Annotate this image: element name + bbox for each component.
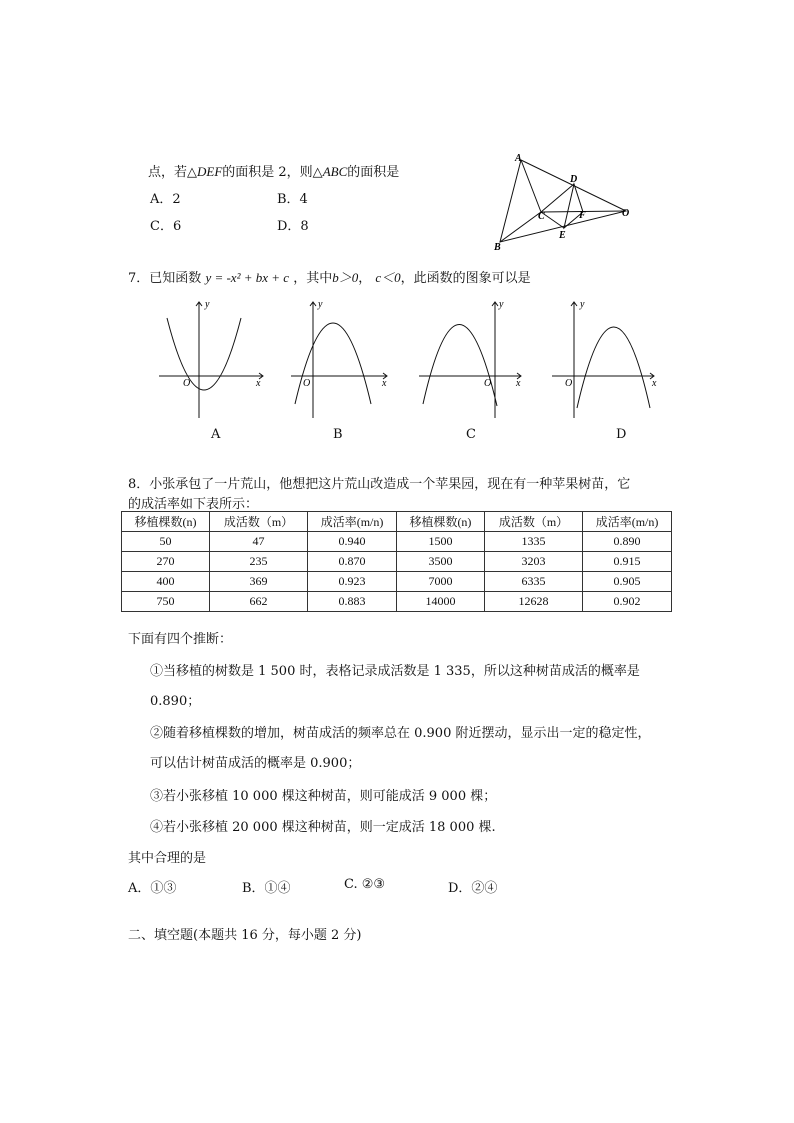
col-header: 成活率(m/n) bbox=[583, 512, 672, 532]
q6-stem: 点，若△DEF的面积是 2，则△ABC的面积是 bbox=[148, 164, 400, 180]
q8-option-a: A．①③ bbox=[128, 881, 177, 896]
graph-c-label: C bbox=[466, 427, 476, 442]
label-o: O bbox=[622, 208, 630, 219]
table-header-row bbox=[122, 512, 672, 532]
label-b: B bbox=[494, 242, 501, 253]
statement-1-line1: ①当移植的树数是 1 500 时，表格记录成活数是 1 335，所以这种树苗成活的概率是 bbox=[150, 664, 640, 679]
svg-text:y: y bbox=[318, 299, 323, 310]
svg-text:x: x bbox=[652, 378, 657, 389]
q8-ask: 其中合理的是 bbox=[128, 851, 207, 866]
q8-lead: 下面有四个推断： bbox=[128, 632, 233, 647]
q8-intro-line1: 8．小张承包了一片荒山，他想把这片荒山改造成一个苹果园，现在有一种苹果树苗，它 bbox=[128, 477, 631, 492]
svg-text:x: x bbox=[256, 378, 261, 389]
svg-text:y: y bbox=[499, 299, 504, 310]
svg-text:x: x bbox=[516, 378, 521, 389]
triangle-figure bbox=[490, 150, 640, 255]
table-row: 400 369 0.923 7000 6335 0.905 bbox=[122, 572, 672, 592]
statement-3: ③若小张移植 10 000 棵这种树苗，则可能成活 9 000 棵； bbox=[150, 789, 497, 804]
svg-text:y: y bbox=[205, 299, 210, 310]
svg-text:x: x bbox=[382, 378, 387, 389]
q6-option-c: C．6 bbox=[150, 219, 182, 234]
q8-intro-line2: 的成活率如下表所示： bbox=[128, 497, 259, 512]
q6-option-a: A．2 bbox=[150, 192, 181, 207]
graph-c bbox=[415, 296, 533, 421]
graph-d-label: D bbox=[616, 427, 627, 442]
label-f: F bbox=[579, 210, 586, 221]
statement-4: ④若小张移植 20 000 棵这种树苗，则一定成活 18 000 棵. bbox=[150, 820, 496, 835]
svg-text:O: O bbox=[484, 378, 492, 389]
table-row: 50 47 0.940 1500 1335 0.890 bbox=[122, 532, 672, 552]
graph-d bbox=[548, 296, 666, 421]
q8-option-b: B．①④ bbox=[242, 881, 291, 896]
col-header: 成活数（m） bbox=[209, 512, 307, 532]
statement-1-line2: 0.890； bbox=[150, 694, 201, 709]
svg-text:O: O bbox=[303, 378, 311, 389]
table-row: 750 662 0.883 14000 12628 0.902 bbox=[122, 592, 672, 612]
col-header: 移植棵数(n) bbox=[396, 512, 484, 532]
svg-text:O: O bbox=[565, 378, 573, 389]
svg-text:O: O bbox=[183, 378, 191, 389]
label-a: A bbox=[515, 153, 522, 164]
graph-b-label: B bbox=[333, 427, 343, 442]
col-header: 移植棵数(n) bbox=[122, 512, 210, 532]
graph-b bbox=[287, 296, 405, 421]
label-e: E bbox=[559, 230, 566, 241]
q8-option-d: D．②④ bbox=[448, 881, 498, 896]
q7-stem: 7．已知函数 y = -x² + bx + c ，其中b＞0， c＜0，此函数的图象可以是 bbox=[128, 270, 531, 286]
col-header: 成活数（m） bbox=[484, 512, 582, 532]
graph-a-label: A bbox=[211, 427, 221, 442]
svg-text:y: y bbox=[580, 299, 585, 310]
graph-a bbox=[155, 296, 273, 421]
q6-option-d: D．8 bbox=[277, 219, 309, 234]
statement-2-line2: 可以估计树苗成活的概率是 0.900； bbox=[150, 756, 361, 771]
statement-2-line1: ②随着移植棵数的增加，树苗成活的频率总在 0.900 附近摆动，显示出一定的稳定性， bbox=[150, 726, 651, 741]
q6-option-b: B．4 bbox=[277, 192, 308, 207]
q8-option-c: C. ②③ bbox=[344, 877, 386, 892]
label-c: C bbox=[538, 211, 545, 222]
survival-rate-table bbox=[121, 511, 672, 612]
label-d: D bbox=[570, 174, 578, 185]
table-row: 270 235 0.870 3500 3203 0.915 bbox=[122, 552, 672, 572]
section-2-heading: 二、填空题(本题共 16 分，每小题 2 分) bbox=[128, 928, 362, 943]
col-header: 成活率(m/n) bbox=[308, 512, 397, 532]
